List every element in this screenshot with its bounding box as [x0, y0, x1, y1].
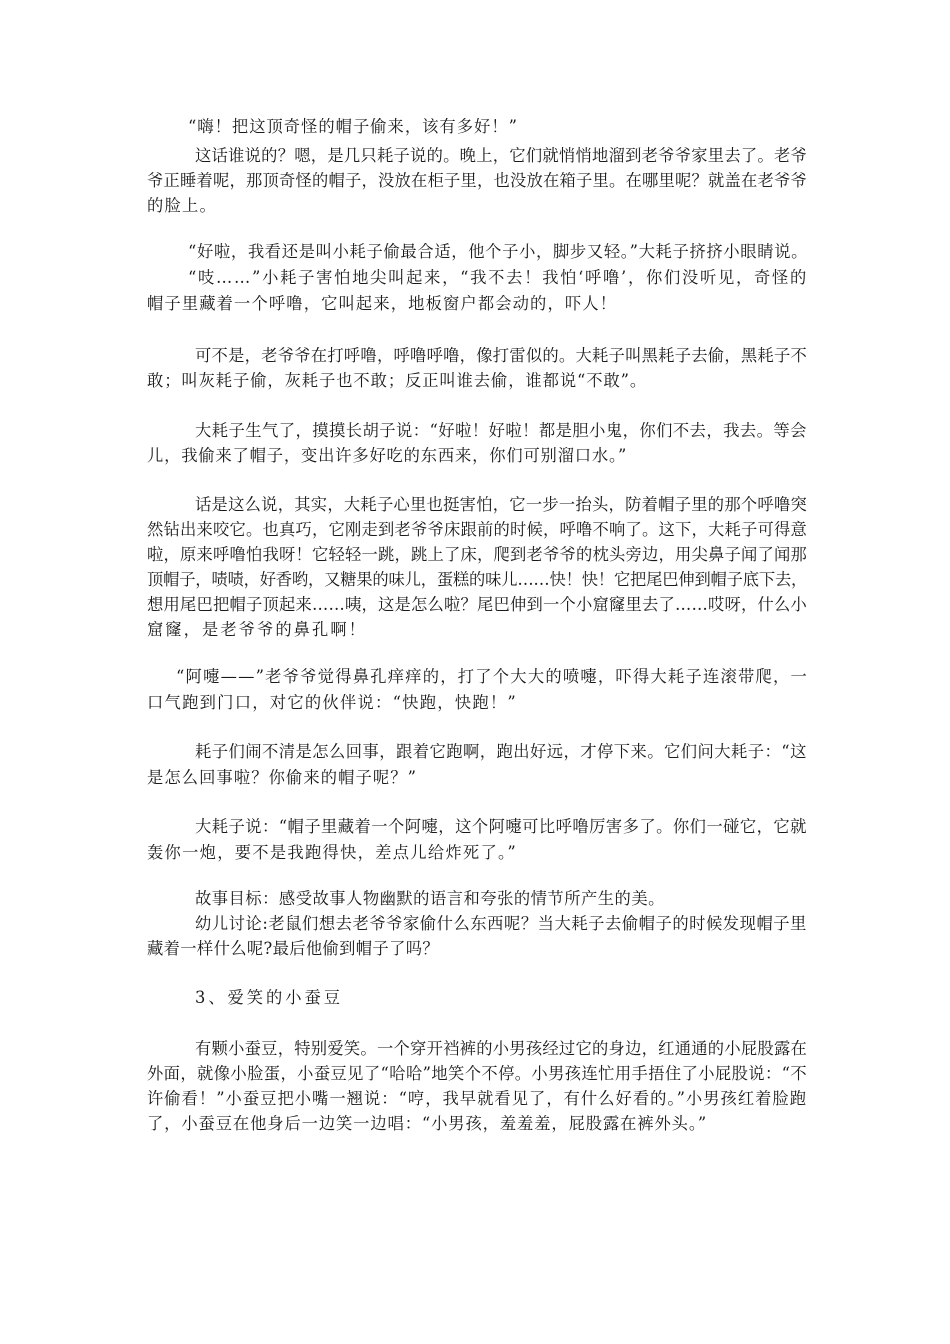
text-line: “吱……”小耗子害怕地尖叫起来，“我不去！我怕‘呼噜’，你们没听见，奇怪的 — [188, 268, 808, 287]
text-line: 故事目标：感受故事人物幽默的语言和夸张的情节所产生的美。 — [195, 889, 665, 908]
text-line: 轰你一炮，要不是我跑得快，差点儿给炸死了。” — [147, 843, 518, 862]
text-line: 幼儿讨论:老鼠们想去老爷爷家偷什么东西呢？当大耗子去偷帽子的时候发现帽子里 — [195, 914, 807, 933]
text-line: 想用尾巴把帽子顶起来……咦，这是怎么啦？尾巴伸到一个小窟窿里去了……哎呀，什么小 — [147, 595, 808, 614]
text-line: 口气跑到门口，对它的伙伴说：“快跑，快跑！” — [147, 693, 517, 712]
text-line: 话是这么说，其实，大耗子心里也挺害怕，它一步一抬头，防着帽子里的那个呼噜突 — [195, 495, 808, 514]
text-line: 爷正睡着呢，那顶奇怪的帽子，没放在柜子里，也没放在箱子里。在哪里呢？就盖在老爷爷 — [147, 171, 808, 190]
text-line: 顶帽子，啧啧，好香哟，又糖果的味儿，蛋糕的味儿……快！快！它把尾巴伸到帽子底下去， — [147, 570, 808, 589]
text-line: 窟窿，是老爷爷的鼻孔啊！ — [147, 620, 367, 639]
text-line: 大耗子说：“帽子里藏着一个阿嚏，这个阿嚏可比呼噜厉害多了。你们一碰它，它就 — [195, 817, 807, 836]
section-heading: 3、爱笑的小蚕豆 — [195, 988, 344, 1007]
text-line: 可不是，老爷爷在打呼噜，呼噜呼噜，像打雷似的。大耗子叫黑耗子去偷，黑耗子不 — [195, 346, 808, 365]
text-line: 啦，原来呼噜怕我呀！它轻轻一跳，跳上了床，爬到老爷爷的枕头旁边，用尖鼻子闻了闻那 — [147, 545, 808, 564]
text-line: 的脸上。 — [147, 196, 217, 215]
text-line: 大耗子生气了，摸摸长胡子说：“好啦！好啦！都是胆小鬼，你们不去，我去。等会 — [195, 421, 807, 440]
text-line: 耗子们闹不清是怎么回事，跟着它跑啊，跑出好远，才停下来。它们问大耗子：“这 — [195, 742, 807, 761]
text-line: 许偷看！”小蚕豆把小嘴一翘说：“哼，我早就看见了，有什么好看的。”小男孩红着脸跑 — [147, 1089, 808, 1108]
text-line: 藏着一样什么呢?最后他偷到帽子了吗？ — [147, 939, 439, 958]
text-line: 然钻出来咬它。也真巧，它刚走到老爷爷床跟前的时候，呼噜不响了。这下，大耗子可得意 — [147, 520, 808, 539]
text-line: 有颗小蚕豆，特别爱笑。一个穿开裆裤的小男孩经过它的身边，红通通的小屁股露在 — [195, 1039, 808, 1058]
text-line: 了，小蚕豆在他身后一边笑一边唱：“小男孩，羞羞羞，屁股露在裤外头。” — [147, 1114, 708, 1133]
text-line: 外面，就像小脸蛋，小蚕豆见了“哈哈”地笑个不停。小男孩连忙用手捂住了小屁股说：“不 — [147, 1064, 808, 1083]
text-line: 帽子里藏着一个呼噜，它叫起来，地板窗户都会动的，吓人！ — [147, 294, 618, 313]
text-line: 这话谁说的？嗯，是几只耗子说的。晚上，它们就悄悄地溜到老爷爷家里去了。老爷 — [195, 146, 808, 165]
text-line: “阿嚏——”老爷爷觉得鼻孔痒痒的，打了个大大的喷嚏，吓得大耗子连滚带爬，一 — [176, 667, 809, 686]
text-line: 儿，我偷来了帽子，变出许多好吃的东西来，你们可别溜口水。” — [147, 446, 628, 465]
text-line: 是怎么回事啦？你偷来的帽子呢？” — [147, 768, 417, 787]
text-line: 敢；叫灰耗子偷，灰耗子也不敢；反正叫谁去偷，谁都说“不敢”。 — [147, 371, 648, 390]
text-line: “好啦，我看还是叫小耗子偷最合适，他个子小，脚步又轻。”大耗子挤挤小眼睛说。 — [188, 242, 809, 261]
text-line: “嗨！把这顶奇怪的帽子偷来，该有多好！” — [188, 117, 518, 136]
